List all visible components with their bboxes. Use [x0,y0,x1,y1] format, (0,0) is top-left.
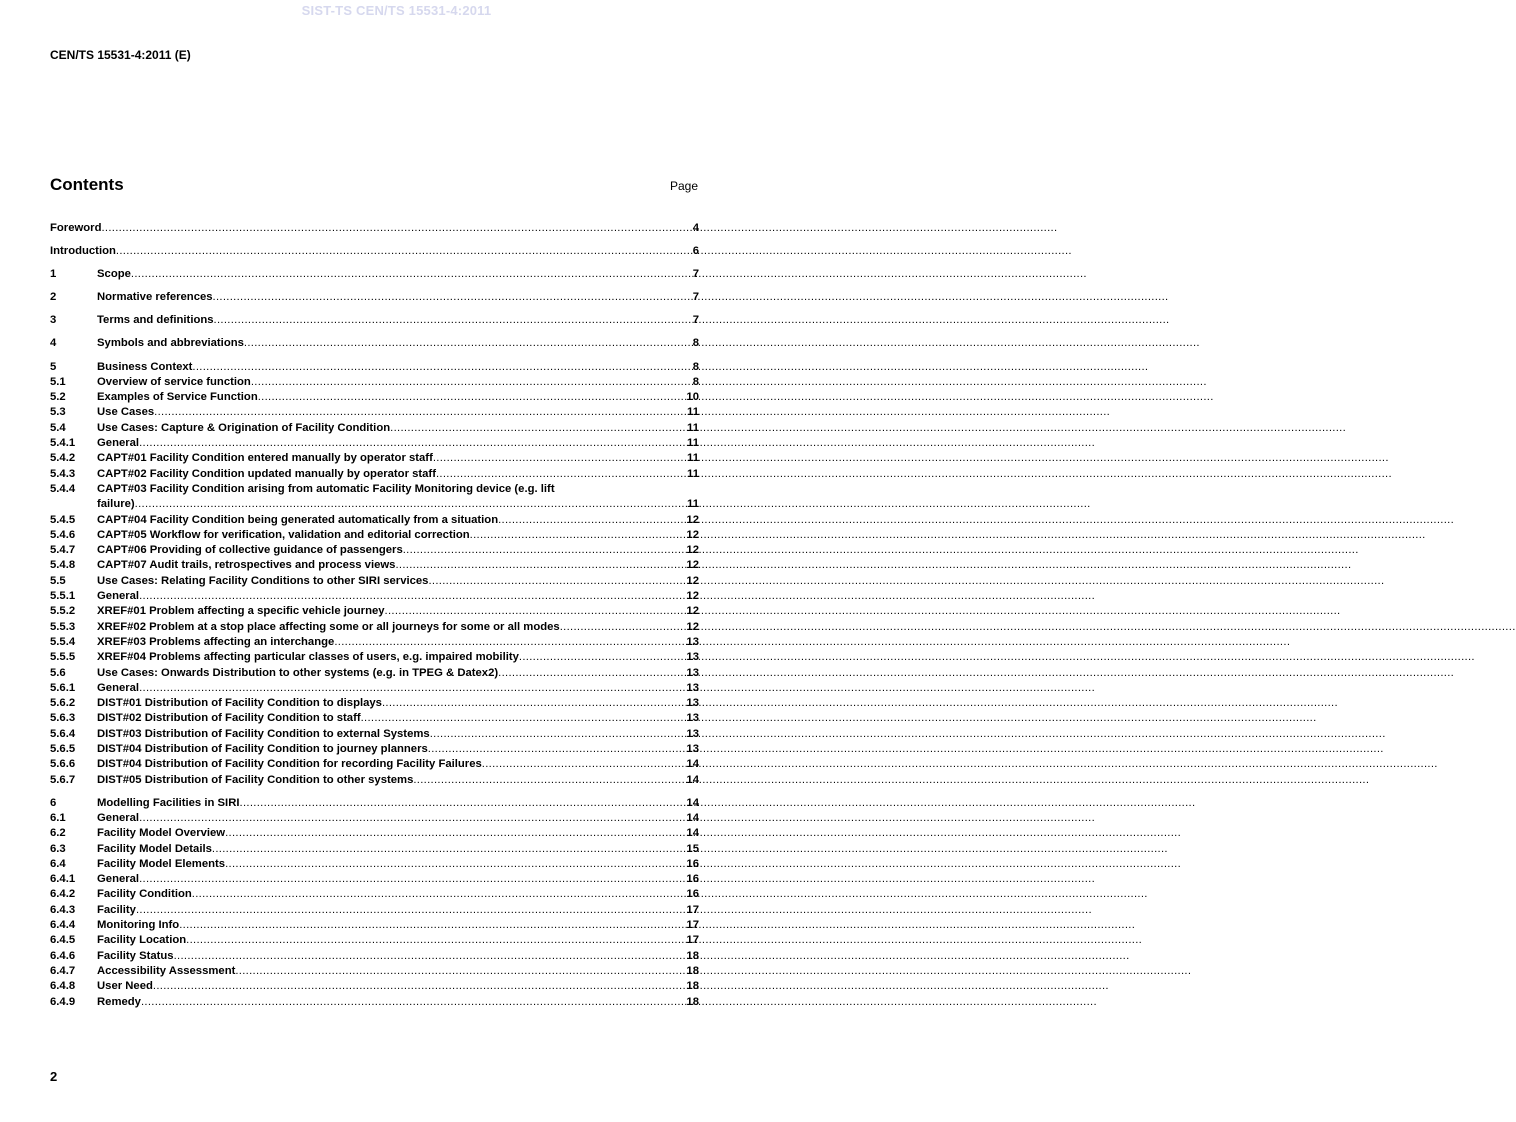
toc-entry[interactable] [50,650,699,665]
toc-entry[interactable] [50,696,699,711]
toc-entry[interactable] [50,857,699,872]
toc-entry-number: 5.5.4 [50,635,76,648]
toc-entry[interactable] [50,604,699,619]
toc-entry-page: 18 [686,949,699,962]
toc-entry-page: 18 [686,964,699,977]
toc-entry-page: 12 [686,605,699,618]
toc-entry-title: User Need [97,980,153,993]
dot-leader [382,696,685,711]
toc-entry-title: Facility Model Overview [97,827,226,840]
toc-entry-number: 6.4.6 [50,949,76,962]
toc-entry-title: DIST#03 Distribution of Facility Condition to external Systems [97,727,430,740]
toc-entry-page: 12 [686,590,699,603]
toc-entry-title: XREF#01 Problem affecting a specific vehicle journey [97,605,385,618]
toc-entry-title: XREF#04 Problems affecting particular classes of users, e.g. impaired mobility [97,651,519,664]
toc-entry-title: Facility Model Details [97,842,212,855]
toc-entry-page: 13 [686,635,699,648]
toc-entry[interactable] [50,360,699,375]
toc-entry-number: 6.4.8 [50,980,76,993]
toc-entry-page: 16 [686,873,699,886]
toc-entry-number: 5.4.3 [50,467,76,480]
toc-entry-title: Facility Location [97,934,187,947]
toc-entry-page: 8 [692,360,699,373]
toc-entry-page: 4 [692,222,699,234]
toc-entry[interactable] [50,390,699,405]
watermark: SIST-TS CEN/TS 15531-4:2011 [301,3,492,18]
toc-entry-number: 6 [50,796,57,809]
toc-entry[interactable] [50,964,699,979]
toc-entry-page: 12 [686,513,699,526]
toc-entry[interactable] [50,811,699,826]
dot-leader [390,421,686,436]
toc-entry-page: 11 [687,467,699,480]
toc-entry[interactable] [50,558,699,573]
toc-entry[interactable] [50,949,699,964]
dot-leader [116,244,692,259]
toc-entry-title: Overview of service function [97,375,251,388]
toc-entry-title: Introduction [50,245,116,258]
toc-entry-number: 2 [50,291,57,304]
toc-entry[interactable] [50,589,699,604]
toc-entry[interactable] [50,918,699,933]
toc-entry-number: 5.6.5 [50,742,76,755]
dot-leader [433,451,686,466]
toc-entry[interactable] [50,244,699,259]
dot-leader [498,513,685,528]
toc-entry-title: Symbols and abbreviations [97,337,244,350]
toc-entry-title: CAPT#05 Workflow for verification, validation and editorial correction [97,528,470,541]
toc-entry[interactable] [50,887,699,902]
toc-entry-title: CAPT#02 Facility Condition updated manually by operator staff [97,467,436,480]
toc-entry-number: 5.5.5 [50,651,76,664]
toc-entry[interactable] [50,681,699,696]
toc-entry-number: 5.5.3 [50,620,76,633]
dot-leader [139,589,685,604]
toc-entry-number: 1 [50,268,57,281]
toc-entry-number: 5.4.7 [50,544,76,557]
toc-entry-title: Modelling Facilities in SIRI [97,796,240,809]
toc-entry-number: 5.6.4 [50,727,76,740]
toc-entry-title: Foreword [50,222,102,234]
dot-leader [131,267,692,282]
toc-entry-number: 5.6 [50,666,66,679]
toc-entry-title: CAPT#03 Facility Condition arising from automatic Facility Monitoring device (e.g. lift [97,482,555,495]
dot-leader [154,405,686,420]
toc-entry[interactable] [50,635,699,650]
toc-entry-number: 5.1 [50,375,66,388]
toc-entry[interactable] [50,375,699,390]
toc-entry-page: 13 [686,666,699,679]
dot-leader [244,336,692,351]
toc-entry-title: XREF#03 Problems affecting an interchange [97,635,335,648]
toc-entry[interactable] [50,405,699,420]
dot-leader [395,558,685,573]
toc-entry-page: 12 [686,574,699,587]
toc-entry-number: 5.6.2 [50,697,76,710]
toc-entry-number: 6.4 [50,857,66,870]
toc-entry-title: General [97,811,140,824]
toc-entry-number: 5.5.2 [50,605,76,618]
toc-entry[interactable] [50,903,699,918]
toc-entry-number: 6.3 [50,842,66,855]
toc-entry-page: 7 [692,268,699,281]
toc-entry-title: Use Cases: Capture & Origination of Facility Condition [97,421,391,434]
dot-leader [436,467,686,482]
toc-entry[interactable] [50,451,699,466]
toc-entry[interactable] [50,221,699,236]
dot-leader [428,574,685,589]
toc-entry-title: Normative references [97,291,213,304]
toc-entry-page: 13 [686,651,699,664]
toc-entry-page: 14 [686,773,699,786]
toc-entry-number: 6.4.7 [50,964,76,977]
toc-entry-number: 5.4 [50,421,66,434]
toc-entry-number: 5 [50,360,57,373]
toc-entry-number: 6.4.3 [50,903,76,916]
dot-leader [213,290,692,305]
toc-entry-title: CAPT#06 Providing of collective guidance of passengers [97,544,403,557]
dot-leader [235,964,685,979]
toc-entry-title: Examples of Service Function [97,391,258,404]
toc-entry-page: 10 [686,391,699,404]
toc-entry-title: DIST#04 Distribution of Facility Condition to journey planners [97,742,428,755]
toc-entry[interactable] [50,482,699,513]
toc-entry[interactable] [50,290,699,305]
toc-entry-title: General [97,590,140,603]
toc-entry-title: Facility Model Elements [97,857,226,870]
toc-entry[interactable] [50,742,699,757]
toc-entry-page: 14 [686,796,699,809]
toc-entry[interactable] [50,933,699,948]
dot-leader [240,796,686,811]
toc-entry-title: CAPT#04 Facility Condition being generated automatically from a situation [97,513,499,526]
dot-leader [192,887,686,902]
dot-leader [251,375,692,390]
toc-entry-number: 6.4.4 [50,919,76,932]
dot-leader [385,604,686,619]
toc-entry[interactable] [50,995,699,1010]
toc-entry-page: 15 [686,842,699,855]
dot-leader [179,918,685,933]
toc-entry[interactable] [50,796,699,811]
dot-leader [470,528,686,543]
toc-entry-page: 11 [687,437,699,450]
dot-leader [225,857,685,872]
toc-entry-title: Use Cases [97,406,155,419]
toc-entry-number: 6.4.5 [50,934,76,947]
toc-entry-number: 5.4.1 [50,437,76,450]
toc-entry-number: 5.6.7 [50,773,76,786]
toc-entry-title: DIST#05 Distribution of Facility Condition to other systems [97,773,414,786]
toc-entry-title: Terms and definitions [97,314,214,327]
toc-entry-number: 5.2 [50,391,66,404]
toc-entry[interactable] [50,757,699,772]
toc-entry-title: Scope [97,268,131,281]
toc-entry-number: 6.4.9 [50,995,76,1008]
dot-leader [560,620,686,635]
toc-entry[interactable] [50,528,699,543]
toc-entry-title: Facility Status [97,949,174,962]
dot-leader [186,933,685,948]
toc-entry-title: DIST#02 Distribution of Facility Condition to staff [97,712,361,725]
dot-leader [413,773,685,788]
toc-entry-page: 6 [692,245,699,258]
toc-entry[interactable] [50,711,699,726]
toc-entry-page: 11 [687,452,699,465]
toc-entry-number: 4 [50,337,57,350]
toc-entry-page: 13 [686,681,699,694]
toc-entry-page: 18 [686,995,699,1008]
dot-leader [334,635,685,650]
toc-entry-title: failure) [97,498,135,511]
document-id: CEN/TS 15531-4:2011 (E) [50,48,191,62]
dot-leader [482,757,686,772]
toc-entry-page: 7 [692,291,699,304]
toc-entry-page: 8 [692,337,699,350]
toc-entry-page: 14 [686,811,699,824]
toc-entry-page: 16 [686,888,699,901]
toc-entry[interactable] [50,543,699,558]
toc-entry-page: 12 [686,528,699,541]
toc-entry-page: 13 [686,697,699,710]
dot-leader [214,313,692,328]
toc-entry-page: 17 [686,919,699,932]
dot-leader [403,543,686,558]
toc-entry-number: 6.4.2 [50,888,76,901]
toc-entry-page: 12 [686,544,699,557]
toc-entry-number: 6.4.1 [50,873,76,886]
toc-entry-number: 3 [50,314,57,327]
toc-entry-number: 6.2 [50,827,66,840]
toc-entry-title: Facility Condition [97,888,192,901]
toc-entry-page: 17 [686,934,699,947]
toc-entry-number: 5.6.1 [50,681,76,694]
dot-leader [101,221,691,236]
contents-heading: Contents [50,175,124,194]
toc-entry-number: 5.4.5 [50,513,76,526]
toc-entry[interactable] [50,436,699,451]
dot-leader [519,650,686,665]
toc-entry-title: CAPT#07 Audit trails, retrospectives and process views [97,559,396,572]
dot-leader [498,666,685,681]
dot-leader [430,727,686,742]
toc-entry-page: 11 [687,498,699,511]
toc-entry-title: Business Context [97,360,193,373]
toc-entry-page: 13 [686,727,699,740]
toc-entry-title: Monitoring Info [97,919,180,932]
dot-leader [428,742,686,757]
dot-leader [139,811,685,826]
toc-entry-page: 11 [687,421,699,434]
toc-entry-page: 13 [686,712,699,725]
toc-entry-title: Remedy [97,995,141,1008]
toc-entry-number: 5.5 [50,574,66,587]
toc-entry-number: 5.4.2 [50,452,76,465]
toc-entry-number: 5.4.6 [50,528,76,541]
toc-entry[interactable] [50,842,699,857]
toc-entry[interactable] [50,313,699,328]
toc-entry-title: Use Cases: Onwards Distribution to other systems (e.g. in TPEG & Datex2) [97,666,499,679]
toc-entry[interactable] [50,727,699,742]
toc-entry-page: 7 [692,314,699,327]
dot-leader [361,711,686,726]
dot-leader [135,497,686,512]
toc-entry[interactable] [50,513,699,528]
toc-entry[interactable] [50,872,699,887]
toc-entry-title: General [97,681,140,694]
toc-entry-page: 17 [686,903,699,916]
toc-entry-title: General [97,437,140,450]
toc-entry-number: 5.6.3 [50,712,76,725]
toc-entry-title: Accessibility Assessment [97,964,236,977]
dot-leader [153,979,686,994]
dot-leader [174,949,686,964]
toc-entry-number: 5.6.6 [50,758,76,771]
dot-leader [139,872,685,887]
toc-entry-page: 8 [692,375,699,388]
dot-leader [225,826,685,841]
toc-entry-title: XREF#02 Problem at a stop place affecting some or all journeys for some or all modes [97,620,560,633]
toc-entry-number: 5.3 [50,406,66,419]
toc-entry[interactable] [50,336,699,351]
toc-entry[interactable] [50,267,699,282]
toc-entry-page: 14 [686,758,699,771]
dot-leader [139,436,686,451]
toc-entry-title: Facility [97,903,136,916]
toc-entry-page: 18 [686,980,699,993]
toc-entry-page: 14 [686,827,699,840]
toc-entry-page: 11 [687,406,699,419]
toc-entry-number: 5.5.1 [50,590,76,603]
page-column-label: Page [669,179,698,193]
toc-entry-title: CAPT#01 Facility Condition entered manually by operator staff [97,452,433,465]
dot-leader [258,390,686,405]
toc-entry[interactable] [50,574,699,589]
toc-entry[interactable] [50,979,699,994]
toc-entry[interactable] [50,773,699,788]
toc-entry-page: 16 [686,857,699,870]
toc-entry[interactable] [50,467,699,482]
dot-leader [136,903,685,918]
dot-leader [192,360,691,375]
toc-entry-page: 12 [686,559,699,572]
toc-entry[interactable] [50,620,699,635]
toc-entry-number: 5.4.4 [50,482,76,495]
dot-leader [141,995,685,1010]
page-number: 2 [50,1069,58,1084]
toc-entry-page: 12 [686,620,699,633]
toc-entry-title: DIST#01 Distribution of Facility Condition to displays [97,697,382,710]
toc-entry-number: 6.1 [50,811,66,824]
toc-entry-number: 5.4.8 [50,559,76,572]
table-of-contents [50,221,699,1010]
dot-leader [212,842,686,857]
toc-entry[interactable] [50,421,699,436]
toc-entry-title: General [97,873,140,886]
toc-entry[interactable] [50,666,699,681]
toc-entry-title: Use Cases: Relating Facility Conditions to other SIRI services [97,574,429,587]
toc-entry-title: DIST#04 Distribution of Facility Condition for recording Facility Failures [97,758,482,771]
toc-entry-page: 13 [686,742,699,755]
dot-leader [139,681,685,696]
toc-entry[interactable] [50,826,699,841]
